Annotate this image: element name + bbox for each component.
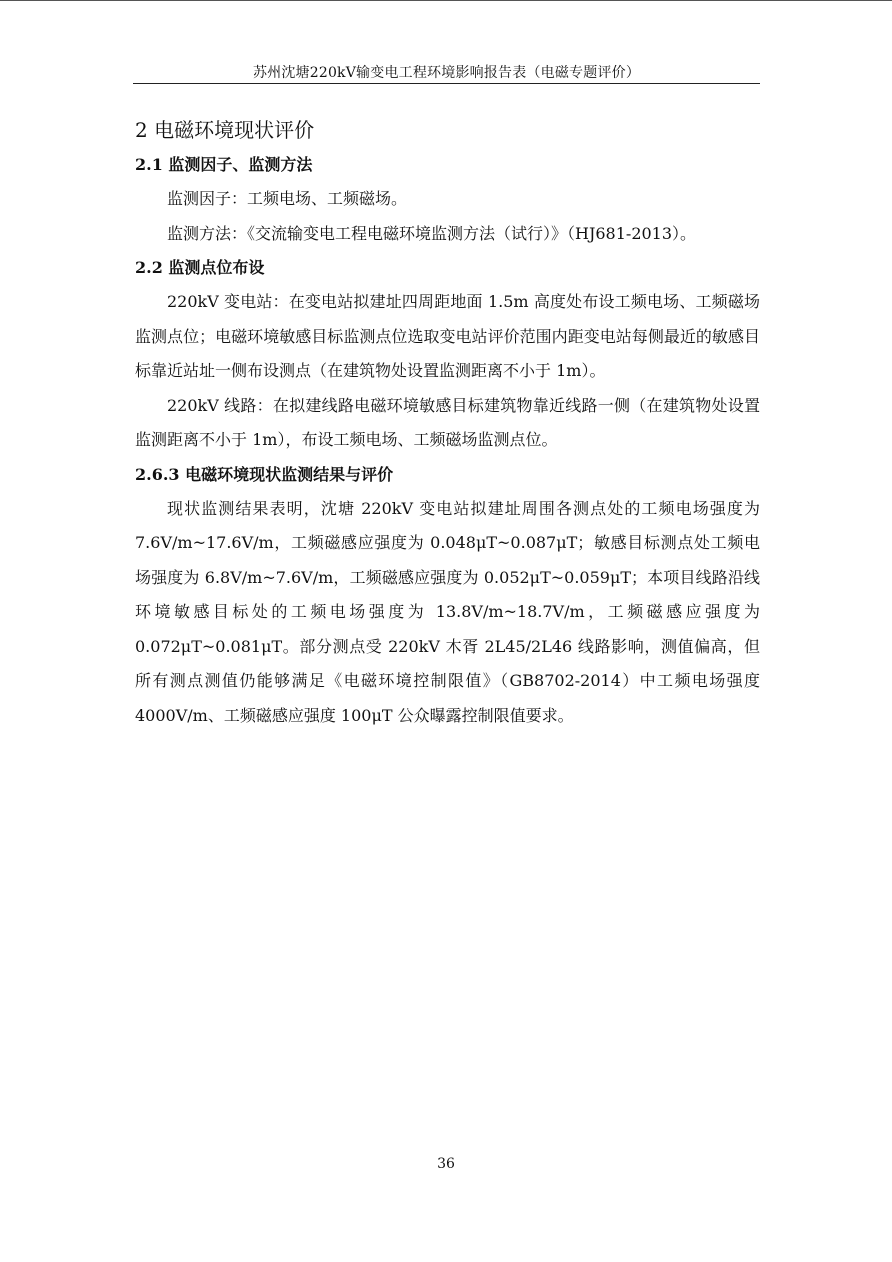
paragraph-monitoring-factors: 监测因子：工频电场、工频磁场。 <box>167 189 408 208</box>
page-number: 36 <box>437 1156 455 1172</box>
paragraph-monitoring-results: 现状监测结果表明，沈塘 220kV 变电站拟建址周围各测点处的工频电场强度为 7.6V/m~17.6V/m，工频磁感应强度为 0.048μT~0.087μT；敏感目标测点处工频电场强度为 6.8V/m~7.6V/m，工频磁感应强度为 0.052μT~0.059μT；本项目线路沿线环境敏感目标处的工频电场强度为 13.8V/m~18.7V/m，工频磁感应强度为 0.072μT~0.081μT。部分测点受 220kV 木胥 2L45/2L46 线路影响，测值偏高，但所有测点测值仍能够满足《电磁环境控制限值》（GB8702-2014）中工频电场强度 4000V/m、工频磁感应强度 100μT 公众曝露控制限值要求。 <box>135 498 760 725</box>
paragraph-substation-points: 220kV 变电站：在变电站拟建址四周距地面 1.5m 高度处布设工频电场、工频磁场监测点位；电磁环境敏感目标监测点位选取变电站评价范围内距变电站每侧最近的敏感目标靠近站址一侧布设测点（在建筑物处设置监测距离不小于 1m）。 <box>135 292 760 380</box>
subsection-title-2-1: 2.1 监测因子、监测方法 <box>135 155 313 174</box>
running-header: 苏州沈塘220kV输变电工程环境影响报告表（电磁专题评价） <box>252 65 641 81</box>
section-title: 2 电磁环境现状评价 <box>135 118 315 142</box>
paragraph-monitoring-method: 监测方法：《交流输变电工程电磁环境监测方法（试行）》（HJ681-2013）。 <box>167 223 697 243</box>
subsection-title-2-2: 2.2 监测点位布设 <box>135 258 265 277</box>
document-body <box>135 116 760 733</box>
subsection-title-2-6-3: 2.6.3 电磁环境现状监测结果与评价 <box>135 464 394 484</box>
header-divider <box>133 83 760 84</box>
paragraph-line-points: 220kV 线路：在拟建线路电磁环境敏感目标建筑物靠近线路一侧（在建筑物处设置监测距离不小于 1m），布设工频电场、工频磁场监测点位。 <box>135 395 760 449</box>
top-border-line <box>0 0 892 1</box>
